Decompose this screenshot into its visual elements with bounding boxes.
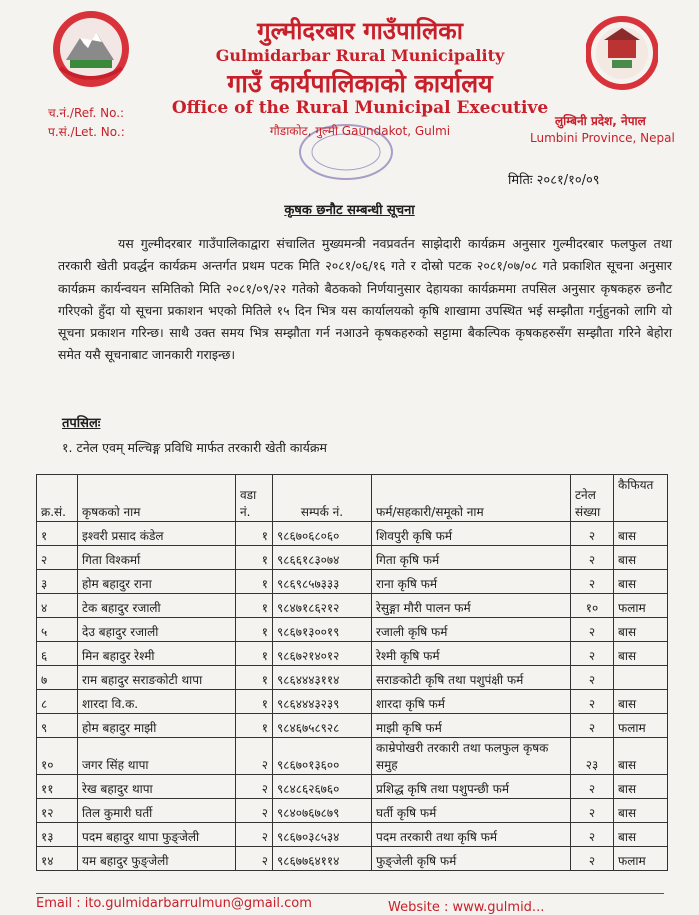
cell-contact: ९८६७७६४११४ xyxy=(273,847,372,871)
cell-ward: २ xyxy=(236,823,273,847)
program-title: १. टनेल एवम् मल्चिङ्ग प्रविधि मार्फत तरकारी खेती कार्यक्रम xyxy=(62,440,327,455)
cell-contact: ९८६७०६८०६० xyxy=(273,522,372,546)
office-name-english: Office of the Rural Municipal Executive xyxy=(171,98,549,118)
annex-heading: तपसिलः xyxy=(62,416,101,431)
cell-tunnel-count: २ xyxy=(571,642,614,666)
cell-ward: २ xyxy=(236,799,273,823)
cell-ward: १ xyxy=(236,690,273,714)
cell-farmer-name: पदम बहादुर थापा फुङ्जेली xyxy=(78,823,236,847)
cell-remarks: फलाम xyxy=(614,847,668,871)
cell-contact: ९८६७०३८५३४ xyxy=(273,823,372,847)
cell-farmer-name: गिता विश्कर्मा xyxy=(78,546,236,570)
cell-tunnel-count: २ xyxy=(571,847,614,871)
municipality-name-english: Gulmidarbar Rural Municipality xyxy=(215,46,505,65)
cell-farmer-name: मिन बहादुर रेश्मी xyxy=(78,642,236,666)
table-row xyxy=(37,823,668,847)
cell-farmer-name: राम बहादुर सराङकोटी थापा xyxy=(78,666,236,690)
cell-serial: ४ xyxy=(37,594,78,618)
cell-farmer-name: जगर सिंह थापा xyxy=(78,738,236,775)
office-name-nepali: गाउँ कार्यपालिकाको कार्यालय xyxy=(227,69,493,98)
cell-contact: ९८६६१८३०७४ xyxy=(273,546,372,570)
cell-firm: घर्ती कृषि फर्म xyxy=(372,799,571,823)
col-header-remarks: कैफियत xyxy=(614,475,668,522)
cell-ward: १ xyxy=(236,714,273,738)
cell-serial: ३ xyxy=(37,570,78,594)
notice-date: मितिः २०८१/१०/०९ xyxy=(508,173,600,188)
table-row xyxy=(37,738,668,775)
cell-firm: गिता कृषि फर्म xyxy=(372,546,571,570)
cell-remarks: बास xyxy=(614,775,668,799)
cell-remarks: बास xyxy=(614,690,668,714)
cell-serial: ९ xyxy=(37,714,78,738)
cell-remarks: बास xyxy=(614,642,668,666)
cell-ward: २ xyxy=(236,775,273,799)
cell-tunnel-count: २ xyxy=(571,570,614,594)
cell-farmer-name: टेक बहादुर रजाली xyxy=(78,594,236,618)
cell-ward: २ xyxy=(236,738,273,775)
col-header-ward: वडा नं. xyxy=(236,475,273,522)
cell-serial: १२ xyxy=(37,799,78,823)
table-row xyxy=(37,666,668,690)
cell-farmer-name: देउ बहादुर रजाली xyxy=(78,618,236,642)
cell-tunnel-count: २ xyxy=(571,714,614,738)
cell-contact: ९८६४४४३११४ xyxy=(273,666,372,690)
cell-firm: शारदा कृषि फर्म xyxy=(372,690,571,714)
cell-tunnel-count: २ xyxy=(571,666,614,690)
cell-firm: सराङकोटी कृषि तथा पशुपंक्षी फर्म xyxy=(372,666,571,690)
col-header-firm: फर्म/सहकारी/समूको नाम xyxy=(372,475,571,522)
cell-firm: फुङ्जेली कृषि फर्म xyxy=(372,847,571,871)
cell-firm: माझी कृषि फर्म xyxy=(372,714,571,738)
cell-contact: ९८६७२१४०१२ xyxy=(273,642,372,666)
cell-serial: ८ xyxy=(37,690,78,714)
cell-serial: ७ xyxy=(37,666,78,690)
cell-serial: १३ xyxy=(37,823,78,847)
table-header-row xyxy=(37,475,668,522)
cell-firm: पदम तरकारी तथा कृषि फर्म xyxy=(372,823,571,847)
cell-serial: १० xyxy=(37,738,78,775)
table-row xyxy=(37,594,668,618)
cell-firm: काम्रेपोखरी तरकारी तथा फलफुल कृषक समुह xyxy=(372,738,571,775)
cell-contact: ९८६७०१३६०० xyxy=(273,738,372,775)
notice-body xyxy=(58,233,672,367)
cell-serial: २ xyxy=(37,546,78,570)
cell-ward: १ xyxy=(236,666,273,690)
cell-farmer-name: होम बहादुर माझी xyxy=(78,714,236,738)
table-row xyxy=(37,618,668,642)
cell-remarks: फलाम xyxy=(614,714,668,738)
footer-email: Email : ito.gulmidarbarrulmun@gmail.com xyxy=(36,896,312,911)
cell-firm: शिवपुरी कृषि फर्म xyxy=(372,522,571,546)
cell-farmer-name: शारदा वि.क. xyxy=(78,690,236,714)
cell-remarks: बास xyxy=(614,618,668,642)
municipality-name-nepali: गुल्मीदरबार गाउँपालिका xyxy=(257,17,463,45)
cell-firm: प्रशिद्ध कृषि तथा पशुपन्छी फर्म xyxy=(372,775,571,799)
cell-firm: रजाली कृषि फर्म xyxy=(372,618,571,642)
cell-ward: २ xyxy=(236,847,273,871)
farmer-selection-table xyxy=(36,474,668,871)
table-row xyxy=(37,642,668,666)
cell-tunnel-count: २ xyxy=(571,823,614,847)
table-row xyxy=(37,570,668,594)
cell-contact: ९८४७१८६२१२ xyxy=(273,594,372,618)
cell-tunnel-count: २ xyxy=(571,775,614,799)
municipality-logo xyxy=(586,16,658,94)
cell-firm: रेसुङ्गा मौरी पालन फर्म xyxy=(372,594,571,618)
cell-remarks: बास xyxy=(614,570,668,594)
cell-serial: ११ xyxy=(37,775,78,799)
cell-remarks: बास xyxy=(614,522,668,546)
cell-tunnel-count: २ xyxy=(571,690,614,714)
cell-tunnel-count: १० xyxy=(571,594,614,618)
notice-subject: कृषक छनौट सम्बन्धी सूचना xyxy=(284,203,415,218)
cell-farmer-name: होम बहादुर राना xyxy=(78,570,236,594)
col-header-farmer-name: कृषकको नाम xyxy=(78,475,236,522)
col-header-serial: क्र.सं. xyxy=(37,475,78,522)
cell-tunnel-count: २ xyxy=(571,522,614,546)
cell-tunnel-count: २ xyxy=(571,799,614,823)
nepal-emblem-logo xyxy=(50,8,132,94)
footer-website: Website : www.gulmid... xyxy=(388,900,545,915)
cell-serial: ५ xyxy=(37,618,78,642)
cell-contact: ९८६९८५७३३३ xyxy=(273,570,372,594)
cell-remarks: बास xyxy=(614,738,668,775)
cell-remarks: बास xyxy=(614,799,668,823)
table-row xyxy=(37,690,668,714)
cell-farmer-name: इश्वरी प्रसाद कंडेल xyxy=(78,522,236,546)
table-row xyxy=(37,775,668,799)
province-english: Lumbini Province, Nepal xyxy=(530,131,675,145)
cell-contact: ९८४६७५८९२८ xyxy=(273,714,372,738)
cell-ward: १ xyxy=(236,546,273,570)
cell-serial: ६ xyxy=(37,642,78,666)
reference-number-label: च.नं./Ref. No.: xyxy=(48,106,125,120)
cell-ward: १ xyxy=(236,522,273,546)
col-header-contact: सम्पर्क नं. xyxy=(273,475,372,522)
cell-farmer-name: तिल कुमारी घर्ती xyxy=(78,799,236,823)
cell-contact: ९८६७१३००१९ xyxy=(273,618,372,642)
cell-firm: रेश्मी कृषि फर्म xyxy=(372,642,571,666)
cell-serial: १ xyxy=(37,522,78,546)
table-row xyxy=(37,847,668,871)
table-row xyxy=(37,799,668,823)
col-header-tunnel-count: टनेल संख्या xyxy=(571,475,614,522)
letter-number-label: प.सं./Let. No.: xyxy=(48,125,125,139)
cell-contact: ९८६४४४३२३९ xyxy=(273,690,372,714)
cell-tunnel-count: २ xyxy=(571,546,614,570)
cell-remarks: बास xyxy=(614,546,668,570)
table-row xyxy=(37,546,668,570)
notice-body-paragraph: यस गुल्मीदरबार गाउँपालिकाद्वारा संचालित मुख्यमन्त्री नवप्रवर्तन साझेदारी कार्यक्रम अनुसार गुल्मीदरबार फलफुल तथा तरकारी खेती प्रवर्द्धन कार्यक्रम अन्तर्गत प्रथम पटक मिति २०८१/०६/१६ गते र दोस्रो पटक २०८१/०७/०८ गते प्रकाशित सूचना अनुसार कार्यक्रम कार्यन्वयन समितिको मिति २०८१/०९/२२ गतेको बैठकको निर्णयानुसार देहायका कार्यक्रममा तपसिल अनुसार कृषकहरु छनौट गरिएको हुँदा यो सूचना प्रकाशन भएको मितिले १५ दिन भित्र यस कार्यालयको कृषि शाखामा उपस्थित भई सम्झौता गर्नुहुनको लागि यो सूचना प्रकाशन गरिन्छ। साथै उक्त समय भित्र सम्झौता गर्न नआउने कृषकहरुको सट्टामा बैकल्पिक कृषकहरुसँग सम्झौता गरिने बेहोरा समेत यसै सूचनाबाट जानकारी गराइन्छ। xyxy=(58,236,672,363)
cell-contact: ९८४८६२६७६० xyxy=(273,775,372,799)
cell-ward: १ xyxy=(236,570,273,594)
cell-farmer-name: रेख बहादुर थापा xyxy=(78,775,236,799)
cell-farmer-name: यम बहादुर फुङ्जेली xyxy=(78,847,236,871)
office-address: गौडाकोट, गुल्मी Gaundakot, Gulmi xyxy=(269,124,451,138)
cell-tunnel-count: २३ xyxy=(571,738,614,775)
cell-tunnel-count: २ xyxy=(571,618,614,642)
cell-remarks: बास xyxy=(614,823,668,847)
footer-divider xyxy=(36,893,664,894)
cell-remarks xyxy=(614,666,668,690)
cell-contact: ९८४०७६७८७९ xyxy=(273,799,372,823)
table-row xyxy=(37,714,668,738)
cell-ward: १ xyxy=(236,618,273,642)
cell-remarks: फलाम xyxy=(614,594,668,618)
cell-ward: १ xyxy=(236,642,273,666)
cell-serial: १४ xyxy=(37,847,78,871)
cell-ward: १ xyxy=(236,594,273,618)
cell-firm: राना कृषि फर्म xyxy=(372,570,571,594)
table-row xyxy=(37,522,668,546)
province-nepali: लुम्बिनी प्रदेश, नेपाल xyxy=(555,114,646,128)
